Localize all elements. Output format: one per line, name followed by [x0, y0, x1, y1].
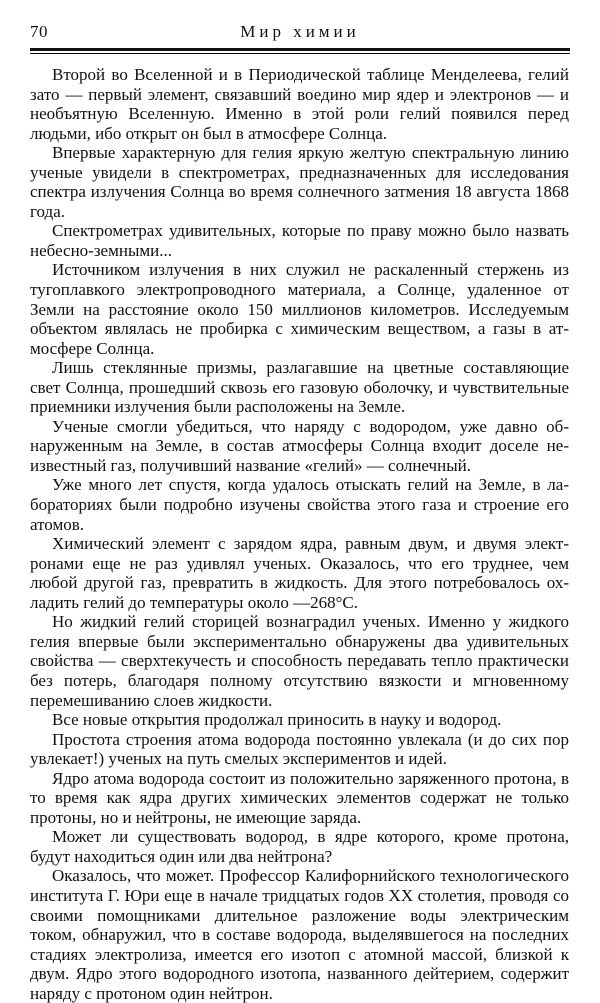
paragraph: Второй во Вселенной и в Периодической таблице Менделеева, гелий зато — первый элемент, связавший воедино мир ядер и электронов — и необъятную Вселенную. Именно в этой роли гелий появился перед людьми, ибо открыт он был в атмосфере Солнца. — [30, 65, 569, 143]
body-text — [30, 65, 569, 1003]
paragraph: Впервые характерную для гелия яркую желтую спектральную линию ученые увидели в спектрометрах, предназначенных для исследования спектра излучения Солнца во время солнечного затмения 18 августа 1868 года. — [30, 143, 569, 221]
header-rule-thin — [30, 53, 570, 54]
running-title: Мир химии — [240, 22, 360, 41]
header-rule-thick — [30, 48, 570, 51]
page-header — [30, 20, 570, 50]
paragraph: Оказалось, что может. Профессор Калифорнийского технологического института Г. Юри еще в начале тридцатых годов XX столетия, проводя со своими помощниками длительное разложение воды электрическим током, обнаружил, что в составе водорода, выделявшегося на последних стадиях электролиза, имеется его изотоп с атомной массой, близкой к двум. Ядро этого водородного изотопа, названного дейтерием, содержит наряду с протоном один нейтрон. — [30, 866, 569, 1003]
paragraph: Может ли существовать водород, в ядре которого, кроме протона, будут находиться один или два нейтрона? — [30, 827, 569, 866]
paragraph: Ядро атома водорода состоит из положительно заряженного протона, в то время как ядра других химических элементов содержат не только протоны, но и нейтроны, не имеющие заряда. — [30, 768, 569, 827]
paragraph: Простота строения атома водорода постоянно увлекала (и до сих пор увлекает!) ученых на путь смелых экспериментов и идей. — [30, 729, 569, 769]
paragraph: Лишь стеклянные призмы, разлагавшие на цветные составляющие свет Солнца, прошедший сквозь его газовую оболочку, и чувствительные приемники излучения были расположены на Земле. — [30, 358, 569, 417]
paragraph: Ученые смогли убедиться, что наряду с водородом, уже давно обнаруженным на Земле, в состав атмосферы Солнца входит доселе неизвестный газ, получивший название «гелий» — солнечный. — [30, 416, 569, 475]
paragraph: Все новые открытия продолжал приносить в науку и водород. — [52, 710, 502, 730]
paragraph: Но жидкий гелий сторицей вознаградил ученых. Именно у жидкого гелия впервые были экспериментально обнаружены два удивительных свойства — сверхтекучесть и способность передавать тепло практически без потерь, благодаря полному отсутствию вязкости и мгновенному перемешиванию слоев жидкости. — [30, 612, 569, 710]
paragraph: Уже много лет спустя, когда удалось отыскать гелий на Земле, в лабораториях были подробно изучены свойства этого газа и строение его атомов. — [30, 475, 569, 534]
paragraph: Спектрометрах удивительных, которые по праву можно было назвать небесно-земными... — [30, 221, 569, 260]
page-number: 70 — [30, 22, 48, 41]
paragraph: Источником излучения в них служил не раскаленный стержень из тугоплавкого электропроводного материала, а Солнце, удаленное от Земли на расстояние около 150 миллионов километров. Исследуемым объектом являлась не пробирка с химическим веществом, а газы в атмосфере Солнца. — [30, 260, 569, 358]
paragraph: Химический элемент с зарядом ядра, равным двум, и двумя электронами еще не раз удивлял ученых. Оказалось, что его труднее, чем любой другой газ, превратить в жидкость. Для этого потребовалось охладить гелий до температуры около —268°С. — [30, 534, 569, 612]
